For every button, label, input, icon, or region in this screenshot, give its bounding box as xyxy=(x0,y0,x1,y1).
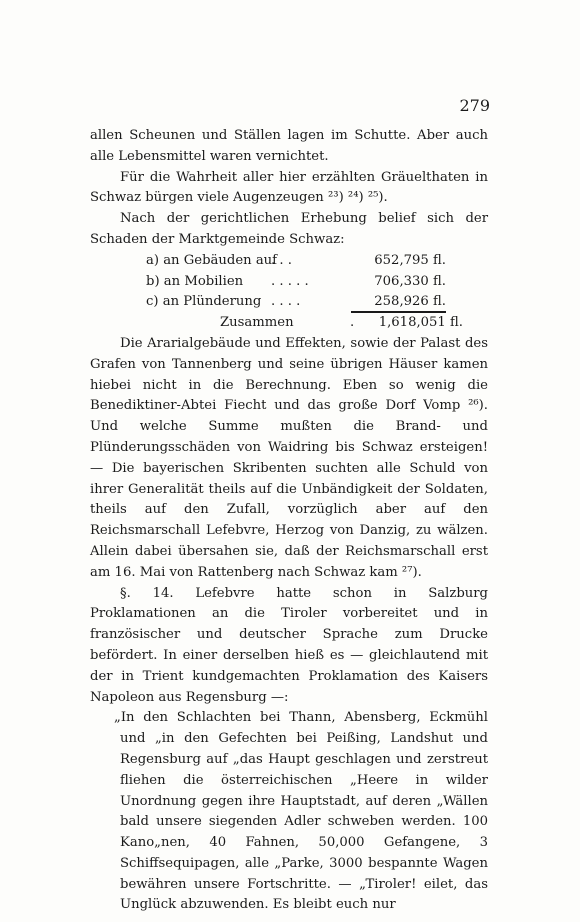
page-number: 279 xyxy=(459,96,490,115)
damage-value: 652,795 fl. xyxy=(374,252,446,268)
paragraph-2: Für die Wahrheit aller hier erzählten Gräuelthaten in Schwaz bürgen viele Augenzeugen ²³) ²⁴) ²⁵). xyxy=(90,169,488,206)
damage-row xyxy=(90,272,488,293)
damage-label: a) an Gebäuden auf xyxy=(146,252,278,268)
paragraph-3: Nach der gerichtlichen Erhebung belief sich der Schaden der Marktgemeinde Schwaz: xyxy=(90,211,488,247)
damage-row xyxy=(90,292,488,313)
paragraph-5: §. 14. Lefebvre hatte schon in Salzburg Proklamationen an die Tiroler vorbereitet und in französischer und deutscher Sprache zum Drucke befördert. In einer derselben hieß es — gleichlautend mit der in Trient kundgemachten Proklamation des Kaisers Napoleon aus Regensburg —: xyxy=(90,585,488,705)
total-dots: . xyxy=(350,315,355,331)
damage-value: 258,926 fl. xyxy=(351,292,446,313)
damage-row xyxy=(90,251,488,272)
damage-label: c) an Plünderung xyxy=(146,294,262,310)
total-label: Zusammen xyxy=(220,315,294,331)
damage-table xyxy=(90,251,488,334)
damage-dots: . . . . xyxy=(271,294,301,310)
proclamation-quote: „In den Schlachten bei Thann, Abensberg, Eckmühl und „in den Gefechten bei Peißing, Landshut und Regensburg auf „das Haupt geschlagen und zerstreut fliehen die österreichischen „Heere in wilder Unordnung gegen ihre Hauptstadt, auf deren „Wällen bald unsere siegenden Adler schweben werden. 100 Kano„nen, 40 Fahnen, 50,000 Gefangene, 3 Schiffsequipagen, alle „Parke, 3000 bespannte Wagen bewähren unsere Fortschritte. — „Tiroler! eilet, das Unglück abzuwenden. Es bleibt euch nur xyxy=(114,710,488,913)
damage-value: 706,330 fl. xyxy=(374,273,446,289)
damage-total-row xyxy=(90,313,488,334)
damage-dots: . . . xyxy=(271,252,292,268)
paragraph-4: Die Ararialgebäude und Effekten, sowie der Palast des Grafen von Tannenberg und seine übrigen Häuser kamen hiebei nicht in die Berechnung. Eben so wenig die Benediktiner-Abtei Fiecht und das große Dorf Vomp ²⁶). Und welche Summe mußten die Brand- und Plünderungsschäden von Waidring bis Schwaz ersteigen! — Die bayerischen Skribenten suchten alle Schuld von ihrer Generalität theils auf die Unbändigkeit der Soldaten, theils auf den Zufall, vorzüglich aber auf den Reichsmarschall Lefebvre, Herzog von Danzig, zu wälzen. Allein dabei übersahen sie, daß der Reichsmarschall erst am 16. Mai von Rattenberg nach Schwaz kam ²⁷). xyxy=(90,335,488,580)
page-body xyxy=(90,126,488,916)
total-value: 1,618,051 fl. xyxy=(378,315,463,331)
damage-label: b) an Mobilien xyxy=(146,273,244,289)
paragraph-1: allen Scheunen und Ställen lagen im Schutte. Aber auch alle Lebensmittel waren vernichtet. xyxy=(90,128,488,164)
damage-dots: . . . . . xyxy=(271,273,309,289)
